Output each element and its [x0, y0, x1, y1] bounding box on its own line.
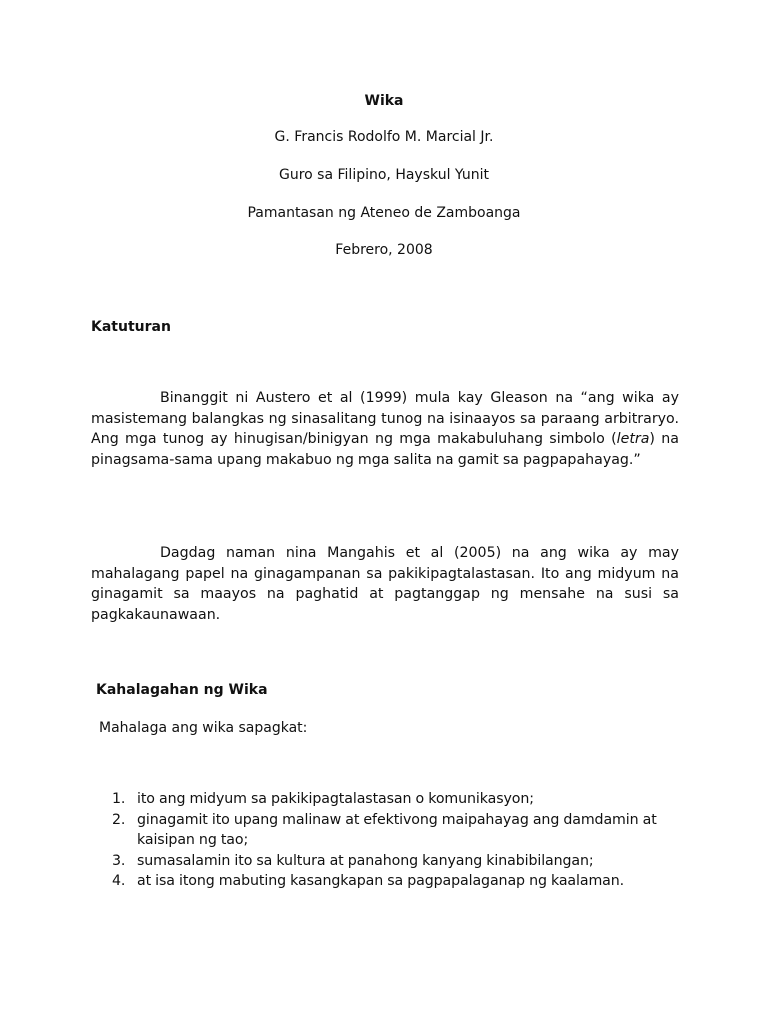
- section-heading-katuturan: Katuturan: [91, 319, 171, 335]
- list-item-text: ito ang midyum sa pakikipagtalastasan o komunikasyon;: [137, 791, 534, 807]
- list-item: [112, 851, 680, 872]
- paragraph-importance-intro: Dagdag naman nina Mangahis et al (2005) na ang wika ay may mahalagang papel na ginagampanan sa pakikipagtalastasan. Ito ang midyum na ginagamit sa maayos na paghatid at pagtanggap ng mensahe na susi sa pagkakaunawaan.: [91, 545, 679, 623]
- list-item-number: 3.: [112, 852, 126, 869]
- importance-list: [112, 789, 680, 892]
- list-item-number: 4.: [112, 873, 126, 890]
- document-date: Febrero, 2008: [335, 242, 433, 258]
- list-item: [112, 789, 680, 810]
- paragraph-definition: [91, 388, 679, 470]
- list-item-text: at isa itong mabuting kasangkapan sa pagpapalaganap ng kaalaman.: [137, 873, 625, 890]
- list-item-text: ginagamit ito upang malinaw at efektivong maipahayag ang damdamin at kaisipan ng tao;: [137, 811, 657, 849]
- list-lead-text: Mahalaga ang wika sapagkat:: [99, 720, 308, 736]
- author-position: Guro sa Filipino, Hayskul Yunit: [279, 167, 489, 183]
- list-item: [112, 810, 680, 851]
- list-item-text: sumasalamin ito sa kultura at panahong kanyang kinabibilangan;: [137, 852, 594, 869]
- list-item-number: 1.: [112, 791, 126, 807]
- paragraph-definition-part2: ) na pinagsama-sama upang makabuo ng mga salita na gamit sa pagpapahayag.”: [91, 431, 679, 468]
- author-name: G. Francis Rodolfo M. Marcial Jr.: [274, 129, 494, 145]
- institution-name: Pamantasan ng Ateneo de Zamboanga: [247, 205, 521, 221]
- section-heading-kahalagahan: Kahalagahan ng Wika: [96, 682, 268, 698]
- paragraph-definition-part1: Binanggit ni Austero et al (1999) mula kay Gleason na “ang wika ay masistemang balangkas ng sinasalitang tunog na isinaayos sa paraang arbitraryo. Ang mga tunog ay hinugisan/binigyan ng mga makabuluhang simbolo (: [91, 390, 679, 448]
- list-item-number: 2.: [112, 811, 126, 828]
- document-title: Wika: [364, 93, 404, 109]
- list-item: [112, 871, 680, 892]
- paragraph-definition-italic: letra: [616, 431, 650, 448]
